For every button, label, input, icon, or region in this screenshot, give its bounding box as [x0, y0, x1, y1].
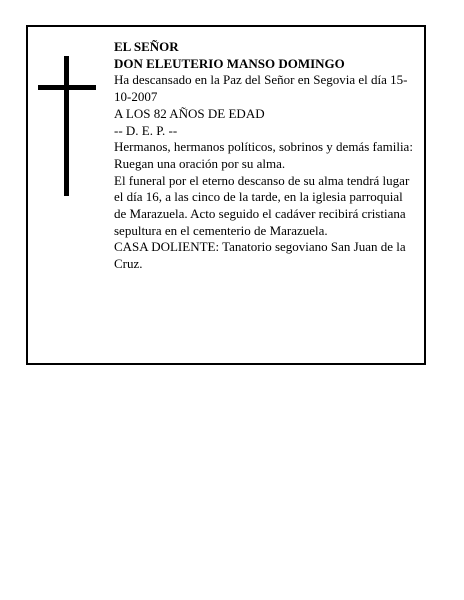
prayer-request: Ruegan una oración por su alma. [114, 155, 286, 171]
funeral-details: El funeral por el eterno descanso de su alma tendrá lugar el día 16, a las cinco de la tarde, en la iglesia parroquial de Marazuela. Acto seguido el cadáver recibirá cristiana sepultura en el cementerio de Marazuela. [114, 172, 410, 238]
rest-statement: Ha descansado en la Paz del Señor en Segovia el día 15-10-2007 [114, 72, 408, 105]
rip-line: -- D. E. P. -- [114, 122, 178, 138]
deceased-name: DON ELEUTERIO MANSO DOMINGO [114, 55, 345, 71]
mourning-house: CASA DOLIENTE: Tanatorio segoviano San Juan de la Cruz. [114, 239, 406, 272]
family-line: Hermanos, hermanos políticos, sobrinos y demás familia: [114, 139, 413, 155]
heading-line1: EL SEÑOR [114, 39, 179, 54]
cross-icon-crossbar [38, 85, 96, 90]
cross-icon [64, 56, 69, 196]
obituary-text [114, 39, 414, 273]
age-line: A LOS 82 AÑOS DE EDAD [114, 105, 265, 121]
